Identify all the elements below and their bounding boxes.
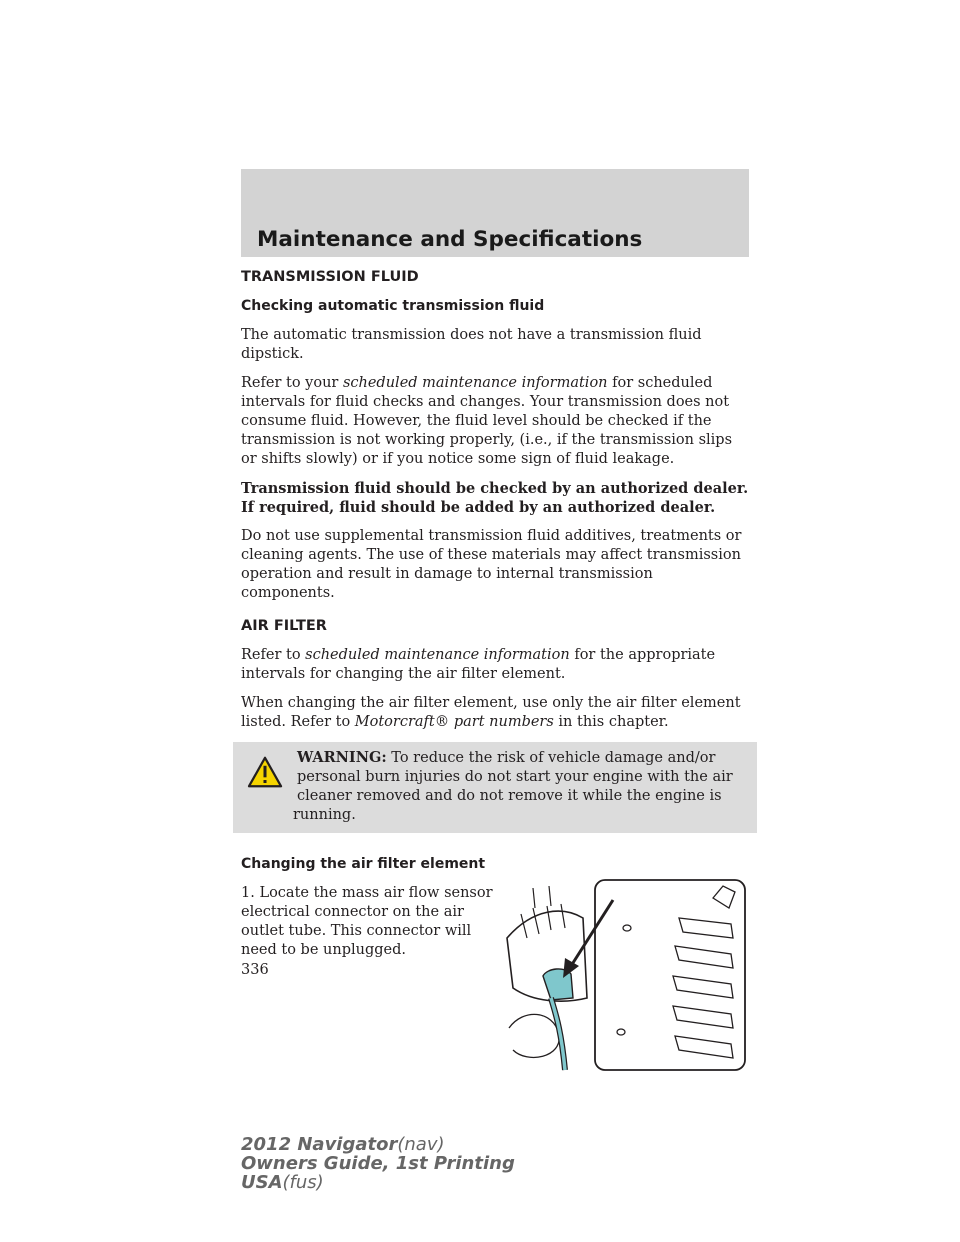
mass-air-flow-sensor-illustration bbox=[503, 878, 749, 1072]
document-footer bbox=[241, 1135, 515, 1192]
page-number: 336 bbox=[241, 962, 269, 978]
warning-text bbox=[243, 748, 747, 825]
warning-triangle-icon bbox=[247, 756, 283, 788]
footer-line-3 bbox=[241, 1173, 515, 1192]
transmission-paragraph-3: Transmission fluid should be checked by an authorized dealer. If required, fluid should be added by an authorized dealer. bbox=[241, 480, 749, 516]
air-filter-paragraph-1 bbox=[241, 646, 749, 684]
transmission-paragraph-2 bbox=[241, 374, 749, 469]
transmission-paragraph-4: Do not use supplemental transmission fluid additives, treatments or cleaning agents. The use of these materials may affect transmission operation and result in damage to internal transmission components. bbox=[241, 528, 742, 601]
air-filter-paragraph-2 bbox=[241, 694, 749, 732]
warning-body: To reduce the risk of vehicle damage and/or personal burn injuries do not start your engine with the air cleaner removed and do not remove it while the engine is running. bbox=[293, 750, 733, 823]
warning-label: WARNING: bbox=[297, 749, 387, 766]
italic-reference: scheduled maintenance information bbox=[342, 375, 608, 391]
text-span: for scheduled intervals for fluid checks and changes. Your transmission does not consume fluid. However, the fluid level should be checked if the transmission is not working properly, (i.e., if the transmission slips or shifts slowly) or if you notice some sign of fluid leakage. bbox=[241, 375, 733, 467]
footer-market-code: (fus) bbox=[282, 1172, 324, 1193]
transmission-subheading: Checking automatic transmission fluid bbox=[241, 298, 545, 314]
footer-line-1 bbox=[241, 1135, 515, 1154]
air-filter-subheading: Changing the air filter element bbox=[241, 856, 486, 872]
text-span: Refer to bbox=[241, 647, 306, 663]
step-1-text: 1. Locate the mass air flow sensor electrical connector on the air outlet tube. This connector will need to be unplugged. bbox=[241, 885, 493, 958]
footer-market: USA bbox=[241, 1172, 283, 1193]
warning-box bbox=[233, 742, 757, 833]
footer-line-2: Owners Guide, 1st Printing bbox=[241, 1153, 515, 1174]
page-content bbox=[241, 268, 749, 1080]
footer-model-code: (nav) bbox=[397, 1134, 445, 1155]
text-span: When changing the air filter element, use only the air filter element listed. Refer to bbox=[241, 695, 741, 730]
text-span: in this chapter. bbox=[553, 714, 669, 730]
footer-model: 2012 Navigator bbox=[241, 1134, 398, 1155]
step-row bbox=[241, 884, 749, 1080]
text-span: Refer to your bbox=[241, 375, 343, 391]
text-span: for the appropriate intervals for changing the air filter element. bbox=[241, 647, 716, 682]
italic-reference: Motorcraft® part numbers bbox=[354, 714, 554, 730]
section-header-bar bbox=[241, 169, 749, 257]
air-filter-heading: AIR FILTER bbox=[241, 618, 327, 634]
section-title: Maintenance and Specifications bbox=[257, 227, 643, 252]
transmission-paragraph-1: The automatic transmission does not have a transmission fluid dipstick. bbox=[241, 327, 702, 362]
italic-reference: scheduled maintenance information bbox=[305, 647, 570, 663]
transmission-heading: TRANSMISSION FLUID bbox=[241, 269, 419, 285]
